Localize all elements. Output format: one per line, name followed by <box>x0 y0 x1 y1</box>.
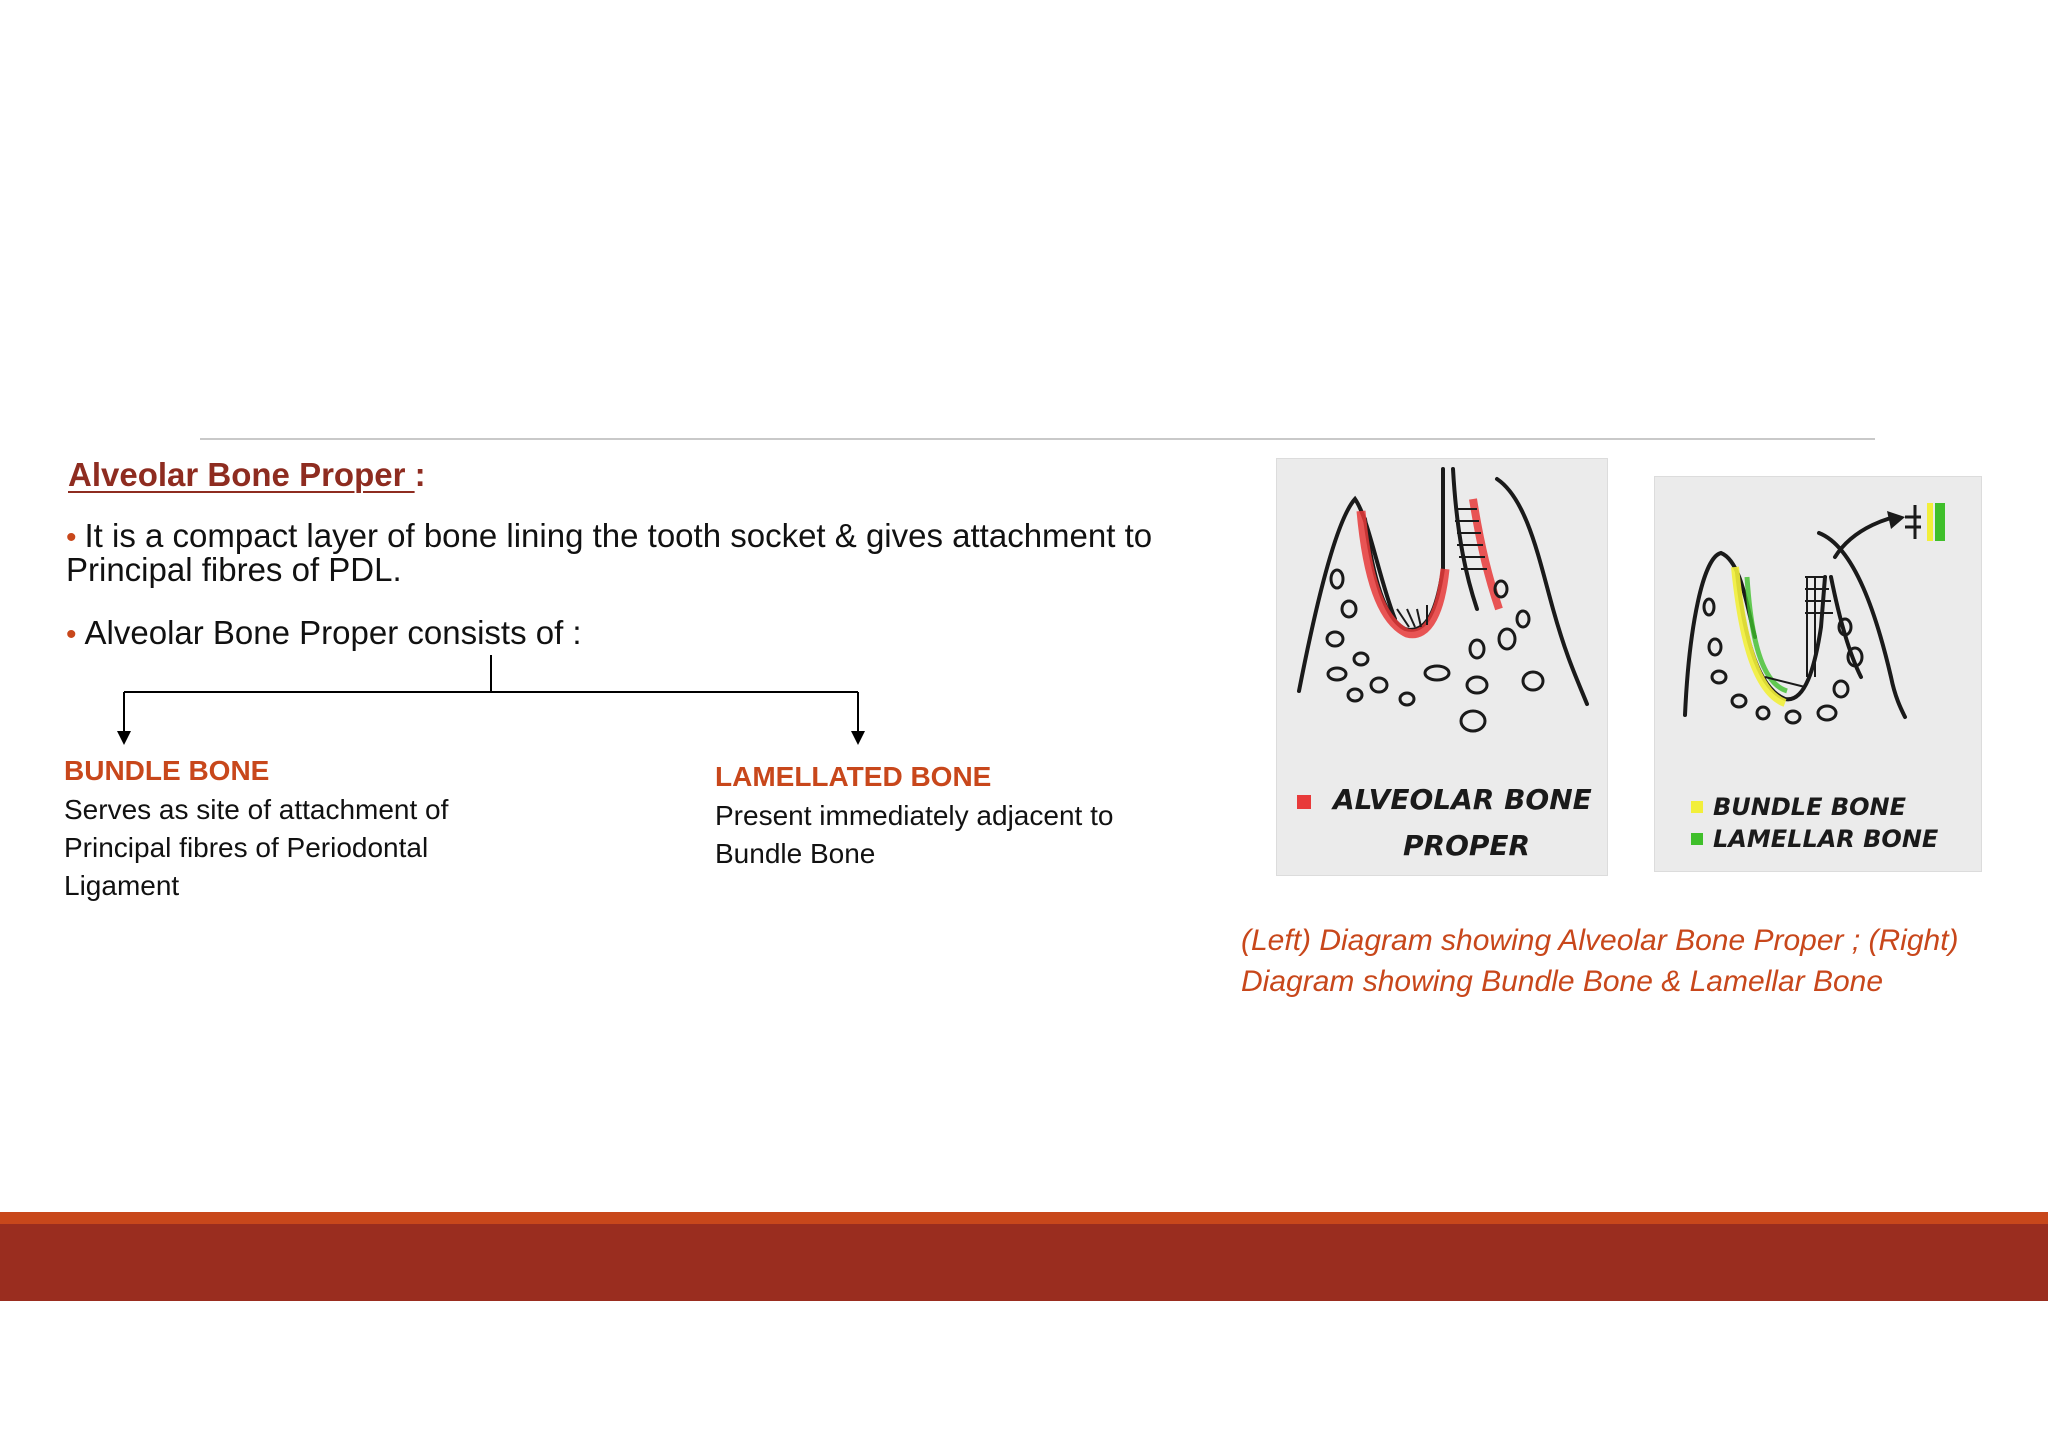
branch-connector <box>0 0 1000 760</box>
footer-band <box>0 1224 2048 1301</box>
section-title-text: Alveolar Bone Proper <box>68 456 415 493</box>
bundle-bone-description: Serves as site of attachment of Principal fibres of Periodontal Ligament <box>64 794 449 901</box>
section-title-colon: : <box>414 456 426 493</box>
figure-caption: (Left) Diagram showing Alveolar Bone Proper ; (Right) Diagram showing Bundle Bone & Lamellar Bone <box>1241 924 1959 998</box>
lamellated-bone-title: LAMELLATED BONE <box>715 761 992 792</box>
lamellated-bone-description: Present immediately adjacent to Bundle Bone <box>715 800 1114 869</box>
alveolar-bone-proper-diagram <box>1276 458 1608 876</box>
bullet-dot-icon: • <box>66 618 77 651</box>
footer-accent-stripe <box>0 1212 2048 1224</box>
legend-bundle-bone: BUNDLE BONE <box>1713 793 1907 821</box>
bullet-text: Alveolar Bone Proper consists of : <box>84 614 582 651</box>
bullet-text: It is a compact layer of bone lining the tooth socket & gives attachment to Principal fibres of PDL. <box>66 517 1153 588</box>
bundle-lamellar-sketch <box>1655 477 1981 871</box>
bundle-lamellar-bone-diagram <box>1654 476 1982 872</box>
bundle-bone-title: BUNDLE BONE <box>64 755 270 786</box>
alveolar-socket-sketch <box>1277 459 1607 875</box>
legend-alveolar-line1: ALVEOLAR BONE <box>1333 783 1592 816</box>
legend-lamellar-bone: LAMELLAR BONE <box>1713 825 1939 853</box>
legend-alveolar-line2: PROPER <box>1403 829 1531 862</box>
bullet-dot-icon: • <box>66 521 77 554</box>
